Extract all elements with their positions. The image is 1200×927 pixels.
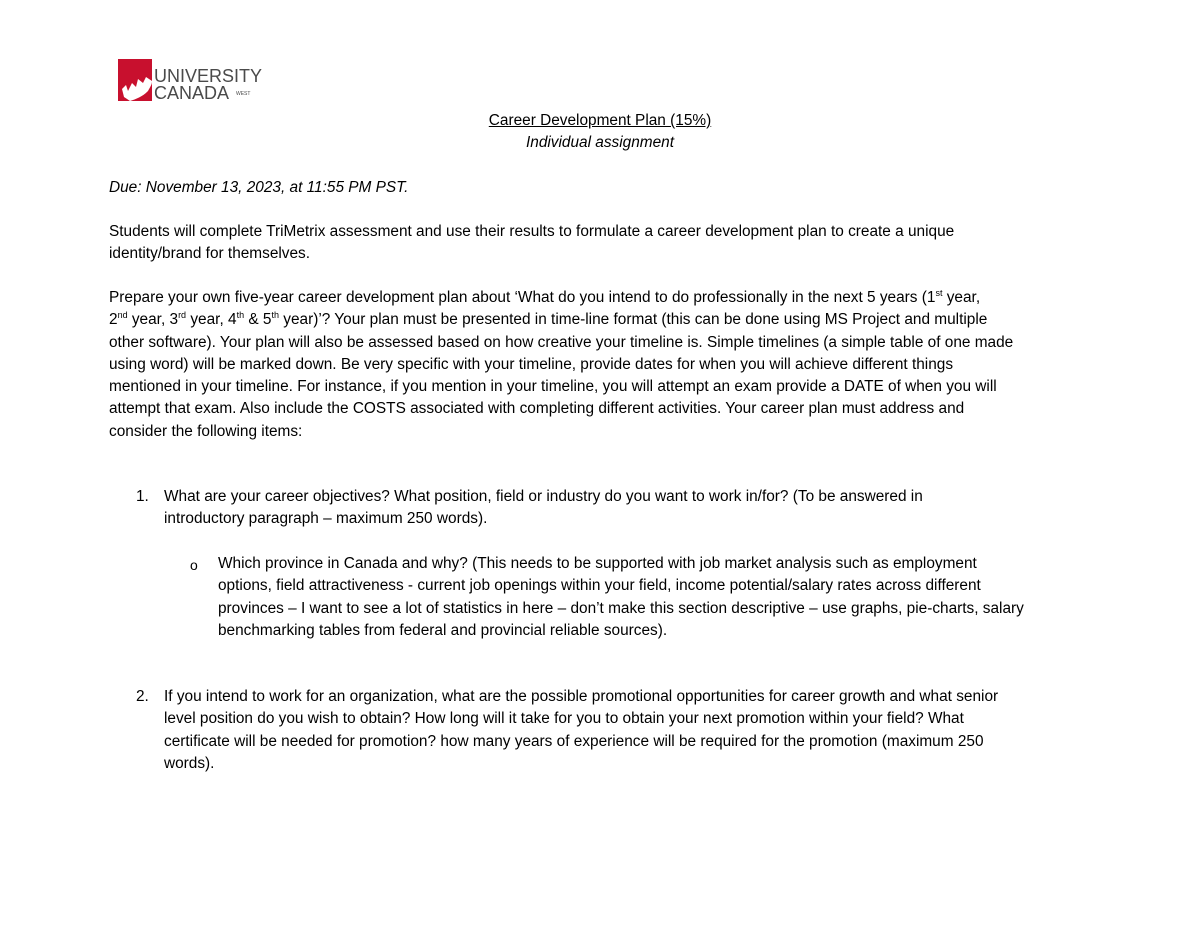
document-title: Career Development Plan (15%) [488,112,712,129]
logo-line1: UNIVERSITY [154,66,263,86]
prepare-line: attempt that exam. Also include the COSTS associated with completing different activities. Your career plan must address and [109,400,965,418]
prepare-line: other software). Your plan will also be assessed based on how creative your timeline is. Simple timelines (a simple table of one made [109,333,1014,351]
prepare-line: mentioned in your timeline. For instance, if you mention in your timeline, you will attempt an exam provide a DATE of when you will [109,378,997,396]
prepare-paragraph [109,287,1099,443]
prepare-line: Prepare your own five-year career development plan about ‘What do you intend to do professionally in the next 5 years (1st year, [109,288,981,306]
list-item-line: words). [164,754,215,772]
list-item-line: level position do you wish to obtain? How long will it take for you to obtain your next promotion within your field? What [164,710,964,728]
bullet-icon: o [190,557,198,573]
sub-item-line: provinces – I want to see a lot of statistics in here – don’t make this section descriptive – use graphs, pie-charts, salary [218,599,1024,617]
list-number: 1. [136,488,149,505]
prepare-line: consider the following items: [109,422,303,440]
logo-line2: CANADA [154,83,230,103]
sub-item-line: Which province in Canada and why? (This needs to be supported with job market analysis such as employment [218,555,977,572]
sub-item-line: benchmarking tables from federal and provincial reliable sources). [218,621,668,639]
logo-line3: WEST [236,91,251,97]
list-number: 2. [136,688,149,705]
university-logo [116,57,266,103]
intro-line: identity/brand for themselves. [109,245,311,263]
intro-paragraph [109,221,1099,266]
list-item-line: If you intend to work for an organization, what are the possible promotional opportunities for career growth and what senior [164,688,999,705]
prepare-line: using word) will be marked down. Be very specific with your timeline, provide dates for when you will achieve different things [109,355,954,373]
list-item-line: introductory paragraph – maximum 250 words). [164,510,488,528]
document-subtitle: Individual assignment [525,134,674,151]
sub-item-line: options, field attractiveness - current job openings within your field, income potential/salary rates across different [218,577,981,595]
intro-line: Students will complete TriMetrix assessment and use their results to formulate a career development plan to create a unique [109,223,955,240]
list-item-line: certificate will be needed for promotion? how many years of experience will be required for the promotion (maximum 250 [164,732,984,750]
due-date: Due: November 13, 2023, at 11:55 PM PST. [109,179,409,196]
prepare-line: 2nd year, 3rd year, 4th & 5th year)’? Your plan must be presented in time-line format (this can be done using MS Project and multiple [109,310,988,329]
list-item-line: What are your career objectives? What position, field or industry do you want to work in/for? (To be answered in [164,488,923,505]
